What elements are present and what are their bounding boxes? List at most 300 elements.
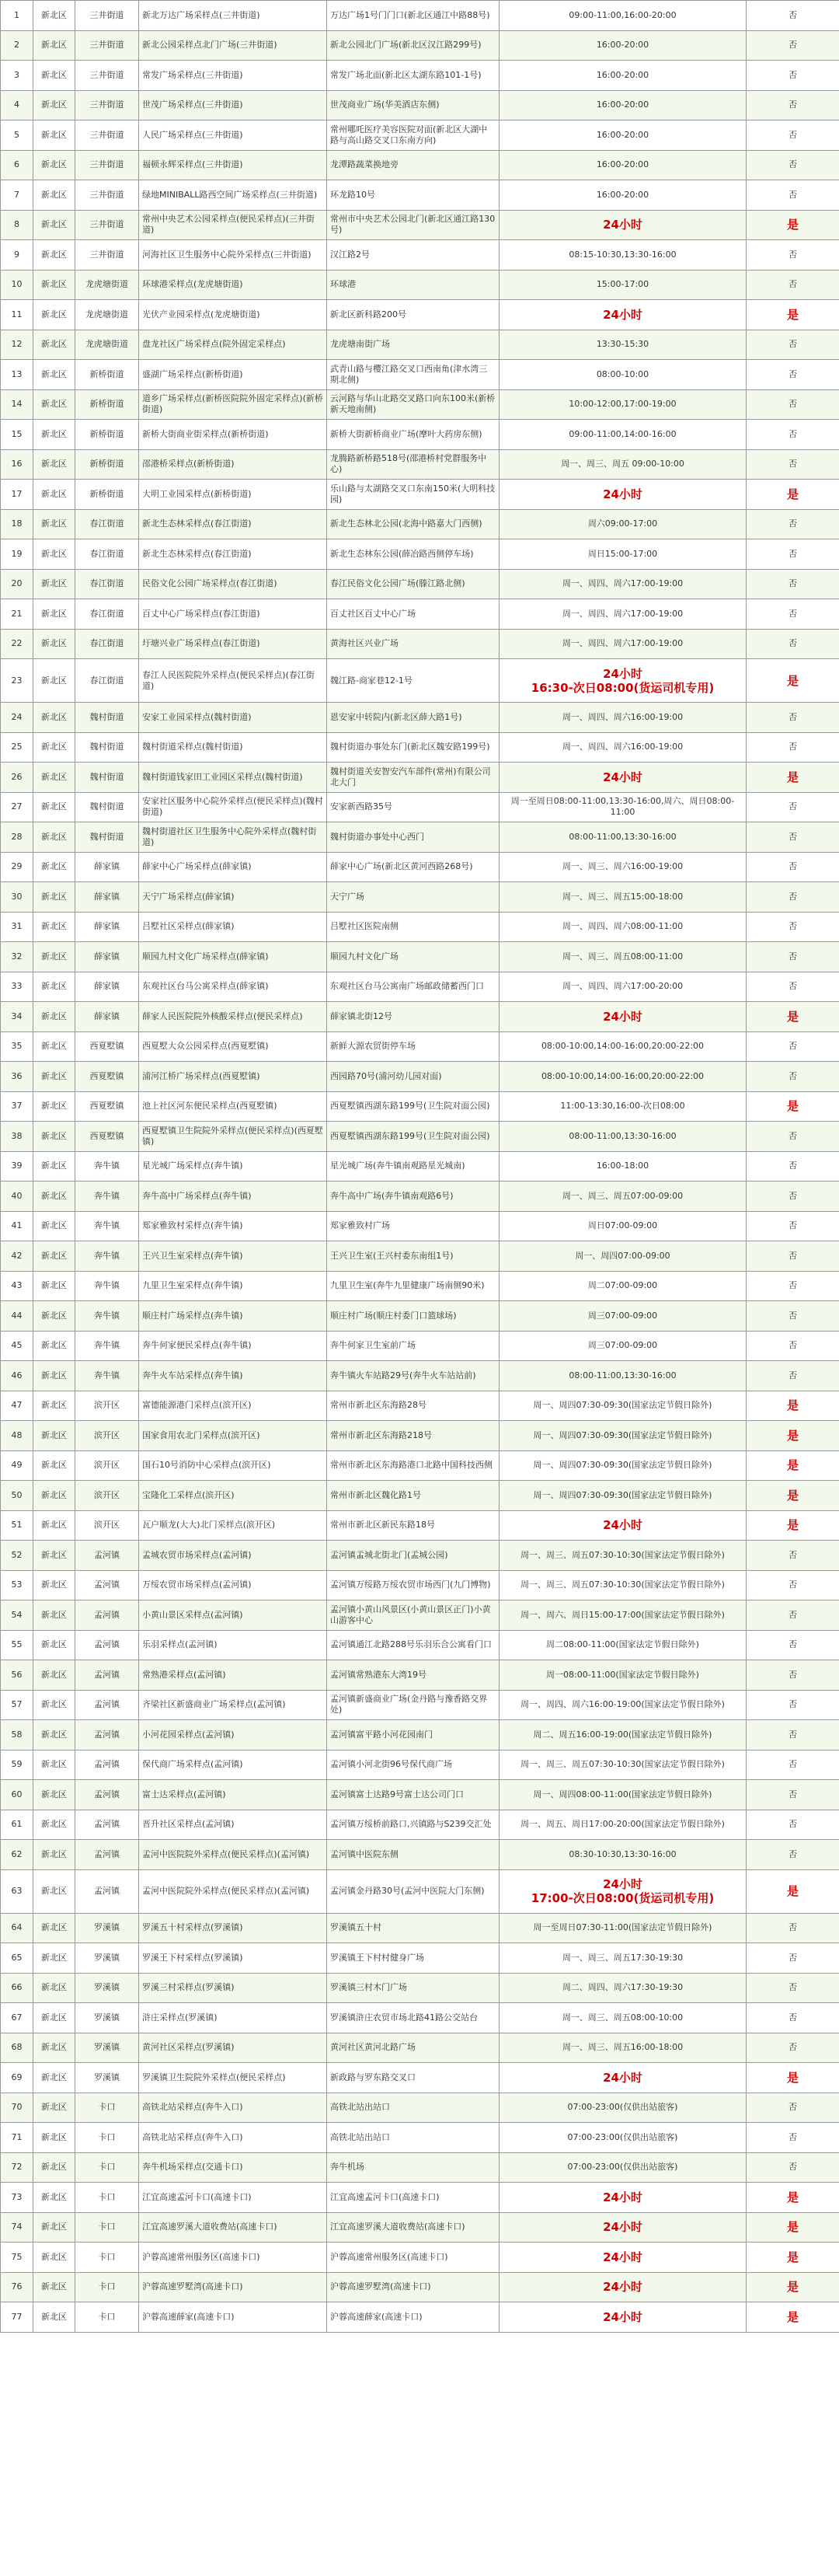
site-name-cell: 东观社区台马公寓采样点(薛家镇) xyxy=(139,972,327,1002)
table-row xyxy=(1,732,839,763)
district-cell: 新北区 xyxy=(33,1481,75,1511)
district-cell: 新北区 xyxy=(33,1600,75,1631)
site-name-cell: 奔牛高中广场采样点(奔牛镇) xyxy=(139,1182,327,1212)
table-row xyxy=(1,569,839,599)
row-number-cell: 3 xyxy=(1,61,33,91)
site-name-cell: 民俗文化公园广场采样点(春江街道) xyxy=(139,569,327,599)
site-name-cell: 小黄山景区采样点(孟河镇) xyxy=(139,1600,327,1631)
address-cell: 西园路70号(浦河幼儿园对面) xyxy=(327,1062,500,1092)
hours-cell: 08:00-11:00,13:30-16:00 xyxy=(500,1122,747,1152)
district-cell: 新北区 xyxy=(33,1973,75,2003)
district-cell: 新北区 xyxy=(33,659,75,703)
site-name-cell: 瓦户顺龙(大大)北门采样点(滨开区) xyxy=(139,1510,327,1541)
district-cell: 新北区 xyxy=(33,2183,75,2213)
street-cell: 三井街道 xyxy=(75,240,139,271)
site-name-cell: 西夏墅大众公园采样点(西夏墅镇) xyxy=(139,1031,327,1062)
is-24h-cell: 是 xyxy=(747,300,839,330)
district-cell: 新北区 xyxy=(33,449,75,480)
street-cell: 新桥街道 xyxy=(75,389,139,420)
district-cell: 新北区 xyxy=(33,1391,75,1421)
address-cell: 汉江路2号 xyxy=(327,240,500,271)
site-name-cell: 顺庄村广场采样点(奔牛镇) xyxy=(139,1301,327,1332)
site-name-cell: 河海社区卫生服务中心院外采样点(三井街道) xyxy=(139,240,327,271)
is-24h-cell: 否 xyxy=(747,90,839,120)
street-cell: 薛家镇 xyxy=(75,942,139,972)
is-24h-cell: 否 xyxy=(747,822,839,853)
hours-cell xyxy=(500,2063,747,2093)
street-cell: 魏村街道 xyxy=(75,792,139,822)
address-cell: 龙虎塘南街广场 xyxy=(327,330,500,360)
is-24h-cell: 是 xyxy=(747,2302,839,2333)
address-cell: 顺庄村广场(顺庄村委门口篮球场) xyxy=(327,1301,500,1332)
row-number-cell: 17 xyxy=(1,480,33,510)
address-cell: 奔牛高中广场(奔牛镇南观路6号) xyxy=(327,1182,500,1212)
address-cell: 新北生态林北公园(北海中路嘉大门西侧) xyxy=(327,509,500,539)
is-24h-cell: 是 xyxy=(747,2212,839,2243)
street-cell: 新桥街道 xyxy=(75,449,139,480)
district-cell: 新北区 xyxy=(33,1913,75,1943)
street-cell: 西夏墅镇 xyxy=(75,1091,139,1122)
address-cell: 奔牛何家卫生室前广场 xyxy=(327,1331,500,1361)
street-cell: 春江街道 xyxy=(75,659,139,703)
site-name-cell: 常发广场采样点(三井街道) xyxy=(139,61,327,91)
hours-cell: 周一、周三、周五17:30-19:30 xyxy=(500,1943,747,1974)
address-cell: 新桥大街新桥商业广场(摩叶大药房东侧) xyxy=(327,420,500,450)
hours-cell: 09:00-11:00,14:00-16:00 xyxy=(500,420,747,450)
district-cell: 新北区 xyxy=(33,1421,75,1451)
site-name-cell: 大明工业园采样点(新桥街道) xyxy=(139,480,327,510)
site-name-cell: 高铁北站采样点(奔牛入口) xyxy=(139,2093,327,2123)
street-cell: 新桥街道 xyxy=(75,360,139,390)
address-cell: 罗溪镇五十村 xyxy=(327,1913,500,1943)
row-number-cell: 39 xyxy=(1,1151,33,1182)
site-name-cell: 保代商广场采样点(孟河镇) xyxy=(139,1750,327,1780)
row-number-cell: 24 xyxy=(1,703,33,733)
is-24h-cell: 否 xyxy=(747,1031,839,1062)
row-number-cell: 67 xyxy=(1,2003,33,2033)
district-cell: 新北区 xyxy=(33,1943,75,1974)
street-cell: 滨开区 xyxy=(75,1391,139,1421)
table-row xyxy=(1,2212,839,2243)
is-24h-cell: 否 xyxy=(747,852,839,882)
district-cell: 新北区 xyxy=(33,629,75,659)
street-cell: 魏村街道 xyxy=(75,822,139,853)
row-number-cell: 54 xyxy=(1,1600,33,1631)
site-name-cell: 绿地MINIBALL路西空间广场采样点(三井街道) xyxy=(139,180,327,211)
street-cell: 滨开区 xyxy=(75,1450,139,1481)
address-cell: 魏村街道办事处中心西门 xyxy=(327,822,500,853)
district-cell: 新北区 xyxy=(33,792,75,822)
address-cell: 孟河镇富士达路9号富士达公司门口 xyxy=(327,1780,500,1810)
street-cell: 孟河镇 xyxy=(75,1660,139,1691)
hours-line: 24小时 xyxy=(603,218,642,232)
row-number-cell: 32 xyxy=(1,942,33,972)
hours-line: 24小时 xyxy=(603,2220,642,2235)
row-number-cell: 9 xyxy=(1,240,33,271)
is-24h-cell: 否 xyxy=(747,1062,839,1092)
address-cell: 薛家中心广场(新北区黄河西路268号) xyxy=(327,852,500,882)
site-name-cell: 顺园九村文化广场采样点(薛家镇) xyxy=(139,942,327,972)
row-number-cell: 69 xyxy=(1,2063,33,2093)
street-cell: 三井街道 xyxy=(75,150,139,180)
street-cell: 孟河镇 xyxy=(75,1630,139,1660)
street-cell: 新桥街道 xyxy=(75,480,139,510)
site-name-cell: 郑家雅致村采样点(奔牛镇) xyxy=(139,1211,327,1241)
table-row xyxy=(1,852,839,882)
table-row xyxy=(1,1660,839,1691)
is-24h-cell: 否 xyxy=(747,792,839,822)
hours-cell: 15:00-17:00 xyxy=(500,270,747,300)
site-name-cell: 西夏墅镇卫生院院外采样点(便民采样点)(西夏墅镇) xyxy=(139,1122,327,1152)
table-row xyxy=(1,180,839,211)
is-24h-cell: 否 xyxy=(747,599,839,630)
hours-cell: 周一、周四08:00-11:00(国家法定节假日除外) xyxy=(500,1780,747,1810)
district-cell: 新北区 xyxy=(33,1450,75,1481)
row-number-cell: 16 xyxy=(1,449,33,480)
table-row xyxy=(1,120,839,151)
address-cell: 新北生态林东公园(薛冶路西侧停车场) xyxy=(327,539,500,570)
hours-cell: 周一、周三、周六16:00-19:00 xyxy=(500,852,747,882)
district-cell: 新北区 xyxy=(33,942,75,972)
row-number-cell: 51 xyxy=(1,1510,33,1541)
district-cell: 新北区 xyxy=(33,330,75,360)
district-cell: 新北区 xyxy=(33,1570,75,1600)
table-row xyxy=(1,1002,839,1032)
street-cell: 卡口 xyxy=(75,2093,139,2123)
street-cell: 孟河镇 xyxy=(75,1690,139,1720)
is-24h-cell: 否 xyxy=(747,1660,839,1691)
street-cell: 孟河镇 xyxy=(75,1810,139,1840)
site-name-cell: 新北万达广场采样点(三井街道) xyxy=(139,1,327,31)
hours-line: 24小时 xyxy=(603,307,642,322)
table-row xyxy=(1,822,839,853)
table-row xyxy=(1,1913,839,1943)
hours-line: 24小时 xyxy=(603,1009,642,1024)
table-row xyxy=(1,2093,839,2123)
hours-cell xyxy=(500,2212,747,2243)
site-name-cell: 万绥农贸市场采样点(孟河镇) xyxy=(139,1570,327,1600)
row-number-cell: 38 xyxy=(1,1122,33,1152)
is-24h-cell: 否 xyxy=(747,2003,839,2033)
is-24h-cell: 是 xyxy=(747,2183,839,2213)
row-number-cell: 73 xyxy=(1,2183,33,2213)
row-number-cell: 64 xyxy=(1,1913,33,1943)
address-cell: 武青山路与樱江路交叉口西南角(津水湾三期北侧) xyxy=(327,360,500,390)
hours-cell: 周一、周四、周六17:00-20:00 xyxy=(500,972,747,1002)
hours-line: 24小时 xyxy=(603,770,642,784)
is-24h-cell: 是 xyxy=(747,2272,839,2302)
row-number-cell: 30 xyxy=(1,882,33,913)
address-cell: 安家新西路35号 xyxy=(327,792,500,822)
street-cell: 龙虎塘街道 xyxy=(75,270,139,300)
street-cell: 魏村街道 xyxy=(75,732,139,763)
site-name-cell: 江宜高速孟河卡口(高速卡口) xyxy=(139,2183,327,2213)
row-number-cell: 65 xyxy=(1,1943,33,1974)
street-cell: 三井街道 xyxy=(75,180,139,211)
address-cell: 龙潭路蔬菜换地旁 xyxy=(327,150,500,180)
row-number-cell: 33 xyxy=(1,972,33,1002)
street-cell: 薛家镇 xyxy=(75,972,139,1002)
hours-cell: 07:00-23:00(仅供出站旅客) xyxy=(500,2093,747,2123)
row-number-cell: 77 xyxy=(1,2302,33,2333)
address-cell: 新北区新科路200号 xyxy=(327,300,500,330)
hours-line: 24小时 xyxy=(603,2070,642,2085)
hours-cell: 周一、周四07:30-09:30(国家法定节假日除外) xyxy=(500,1421,747,1451)
address-cell: 乐山路与太湖路交叉口东南150米(大明科技园) xyxy=(327,480,500,510)
district-cell: 新北区 xyxy=(33,1361,75,1391)
district-cell: 新北区 xyxy=(33,480,75,510)
hours-cell: 16:00-20:00 xyxy=(500,180,747,211)
address-cell: 新政路与罗东路交叉口 xyxy=(327,2063,500,2093)
row-number-cell: 46 xyxy=(1,1361,33,1391)
is-24h-cell: 是 xyxy=(747,763,839,793)
address-cell: 孟河镇常熟港东大湾19号 xyxy=(327,1660,500,1691)
is-24h-cell: 否 xyxy=(747,2123,839,2153)
is-24h-cell: 是 xyxy=(747,2063,839,2093)
is-24h-cell: 否 xyxy=(747,449,839,480)
district-cell: 新北区 xyxy=(33,1780,75,1810)
is-24h-cell: 否 xyxy=(747,509,839,539)
row-number-cell: 66 xyxy=(1,1973,33,2003)
is-24h-cell: 否 xyxy=(747,1973,839,2003)
table-row xyxy=(1,1943,839,1974)
address-cell: 孟河镇孟城北街北门(孟城公园) xyxy=(327,1541,500,1571)
row-number-cell: 57 xyxy=(1,1690,33,1720)
table-row xyxy=(1,792,839,822)
street-cell: 罗溪镇 xyxy=(75,1943,139,1974)
hours-cell: 周一、周三、周五07:00-09:00 xyxy=(500,1182,747,1212)
hours-cell: 周一、周三、周五15:00-18:00 xyxy=(500,882,747,913)
hours-cell: 16:00-20:00 xyxy=(500,61,747,91)
district-cell: 新北区 xyxy=(33,852,75,882)
address-cell: 孟河镇小河北街96号保代商广场 xyxy=(327,1750,500,1780)
table-row xyxy=(1,420,839,450)
table-row xyxy=(1,1840,839,1870)
row-number-cell: 44 xyxy=(1,1301,33,1332)
row-number-cell: 27 xyxy=(1,792,33,822)
site-name-cell: 道乡广场采样点(新桥医院院外固定采样点)(新桥街道) xyxy=(139,389,327,420)
street-cell: 卡口 xyxy=(75,2272,139,2302)
street-cell: 三井街道 xyxy=(75,30,139,61)
street-cell: 春江街道 xyxy=(75,599,139,630)
address-cell: 星光城广场(奔牛镇南观路星光城南) xyxy=(327,1151,500,1182)
site-name-cell: 池上社区河东便民采样点(西夏墅镇) xyxy=(139,1091,327,1122)
is-24h-cell: 否 xyxy=(747,703,839,733)
table-row xyxy=(1,30,839,61)
row-number-cell: 58 xyxy=(1,1720,33,1750)
district-cell: 新北区 xyxy=(33,90,75,120)
address-cell: 罗溪镇浒庄农贸市场北路41路公交站台 xyxy=(327,2003,500,2033)
street-cell: 卡口 xyxy=(75,2243,139,2273)
hours-cell: 周一、周四、周六17:00-19:00 xyxy=(500,569,747,599)
address-cell: 沪蓉高速罗墅湾(高速卡口) xyxy=(327,2272,500,2302)
table-row xyxy=(1,1421,839,1451)
is-24h-cell: 否 xyxy=(747,1720,839,1750)
address-cell: 常州市新北区东海路港口北路中国科技西侧 xyxy=(327,1450,500,1481)
table-row xyxy=(1,1,839,31)
row-number-cell: 1 xyxy=(1,1,33,31)
hours-line: 17:00-次日08:00(货运司机专用) xyxy=(531,1891,715,1905)
table-row xyxy=(1,1062,839,1092)
street-cell: 卡口 xyxy=(75,2212,139,2243)
hours-cell: 周二07:00-09:00 xyxy=(500,1271,747,1301)
site-name-cell: 吕墅社区采样点(薛家镇) xyxy=(139,912,327,942)
site-name-cell: 星光城广场采样点(奔牛镇) xyxy=(139,1151,327,1182)
is-24h-cell: 否 xyxy=(747,1182,839,1212)
row-number-cell: 50 xyxy=(1,1481,33,1511)
street-cell: 西夏墅镇 xyxy=(75,1122,139,1152)
hours-cell: 周二、周四、周六17:30-19:30 xyxy=(500,1973,747,2003)
row-number-cell: 21 xyxy=(1,599,33,630)
row-number-cell: 48 xyxy=(1,1421,33,1451)
table-row xyxy=(1,1122,839,1152)
is-24h-cell: 否 xyxy=(747,1271,839,1301)
address-cell: 孟河镇万绥桥前路口,兴镇路与S239交汇处 xyxy=(327,1810,500,1840)
address-cell: 云河路与华山北路交叉路口向东100米(新桥新天地南侧) xyxy=(327,389,500,420)
row-number-cell: 76 xyxy=(1,2272,33,2302)
is-24h-cell: 否 xyxy=(747,942,839,972)
address-cell: 常州市新北区新民东路18号 xyxy=(327,1510,500,1541)
address-cell: 孟河镇通江北路288号乐羽乐合公寓看门口 xyxy=(327,1630,500,1660)
site-name-cell: 国石10号消防中心采样点(滨开区) xyxy=(139,1450,327,1481)
row-number-cell: 31 xyxy=(1,912,33,942)
site-name-cell: 薛家人民医院院外核酸采样点(便民采样点) xyxy=(139,1002,327,1032)
street-cell: 薛家镇 xyxy=(75,852,139,882)
table-row xyxy=(1,90,839,120)
street-cell: 罗溪镇 xyxy=(75,2063,139,2093)
district-cell: 新北区 xyxy=(33,2302,75,2333)
address-cell: 春江民俗文化公园广场(滕江路北侧) xyxy=(327,569,500,599)
site-name-cell: 沪蓉高速常州服务区(高速卡口) xyxy=(139,2243,327,2273)
district-cell: 新北区 xyxy=(33,2003,75,2033)
hours-cell: 10:00-12:00,17:00-19:00 xyxy=(500,389,747,420)
table-row xyxy=(1,1031,839,1062)
row-number-cell: 5 xyxy=(1,120,33,151)
table-row xyxy=(1,2123,839,2153)
table-row xyxy=(1,1630,839,1660)
row-number-cell: 10 xyxy=(1,270,33,300)
street-cell: 卡口 xyxy=(75,2183,139,2213)
site-name-cell: 沪蓉高速罗墅湾(高速卡口) xyxy=(139,2272,327,2302)
is-24h-cell: 是 xyxy=(747,1481,839,1511)
site-name-cell: 黄河社区采样点(罗溪镇) xyxy=(139,2033,327,2063)
hours-line: 24小时 xyxy=(603,2280,642,2295)
district-cell: 新北区 xyxy=(33,1002,75,1032)
table-row xyxy=(1,1211,839,1241)
table-row xyxy=(1,389,839,420)
table-row xyxy=(1,882,839,913)
address-cell: 恩安家中转院内(新北区薛大路1号) xyxy=(327,703,500,733)
address-cell: 沪蓉高速薛家(高速卡口) xyxy=(327,2302,500,2333)
table-row xyxy=(1,659,839,703)
address-cell: 常发广场北面(新北区太湖东路101-1号) xyxy=(327,61,500,91)
row-number-cell: 75 xyxy=(1,2243,33,2273)
hours-cell: 16:00-20:00 xyxy=(500,90,747,120)
is-24h-cell: 否 xyxy=(747,1630,839,1660)
table-row xyxy=(1,1241,839,1272)
row-number-cell: 61 xyxy=(1,1810,33,1840)
site-name-cell: 高铁北站采样点(奔牛入口) xyxy=(139,2123,327,2153)
site-name-cell: 环球港采样点(龙虎塘街道) xyxy=(139,270,327,300)
hours-cell: 周一、周四、周六17:00-19:00 xyxy=(500,599,747,630)
hours-cell xyxy=(500,300,747,330)
address-cell: 新北公园北门广场(新北区汉江路299号) xyxy=(327,30,500,61)
district-cell: 新北区 xyxy=(33,30,75,61)
table-row xyxy=(1,1720,839,1750)
site-name-cell: 春江人民医院院外采样点(便民采样点)(春江街道) xyxy=(139,659,327,703)
address-cell: 常州市新北区东海路218号 xyxy=(327,1421,500,1451)
table-row xyxy=(1,1780,839,1810)
hours-cell: 周一至周日07:30-11:00(国家法定节假日除外) xyxy=(500,1913,747,1943)
table-row xyxy=(1,2063,839,2093)
hours-cell: 13:30-15:30 xyxy=(500,330,747,360)
district-cell: 新北区 xyxy=(33,210,75,240)
street-cell: 孟河镇 xyxy=(75,1840,139,1870)
site-name-cell: 魏村街道采样点(魏村街道) xyxy=(139,732,327,763)
address-cell: 高铁北站出站口 xyxy=(327,2123,500,2153)
table-row xyxy=(1,61,839,91)
site-name-cell: 浒庄采样点(罗溪镇) xyxy=(139,2003,327,2033)
site-name-cell: 乐羽采样点(孟河镇) xyxy=(139,1630,327,1660)
table-row xyxy=(1,942,839,972)
district-cell: 新北区 xyxy=(33,2152,75,2183)
table-row xyxy=(1,2003,839,2033)
district-cell: 新北区 xyxy=(33,569,75,599)
hours-line: 24小时 xyxy=(603,1518,642,1533)
street-cell: 罗溪镇 xyxy=(75,2033,139,2063)
row-number-cell: 56 xyxy=(1,1660,33,1691)
row-number-cell: 59 xyxy=(1,1750,33,1780)
table-row xyxy=(1,300,839,330)
district-cell: 新北区 xyxy=(33,1331,75,1361)
district-cell: 新北区 xyxy=(33,1062,75,1092)
street-cell: 三井街道 xyxy=(75,1,139,31)
site-name-cell: 小河花园采样点(孟河镇) xyxy=(139,1720,327,1750)
street-cell: 孟河镇 xyxy=(75,1869,139,1913)
district-cell: 新北区 xyxy=(33,2123,75,2153)
district-cell: 新北区 xyxy=(33,1869,75,1913)
hours-cell: 周三07:00-09:00 xyxy=(500,1301,747,1332)
hours-cell xyxy=(500,763,747,793)
street-cell: 奔牛镇 xyxy=(75,1151,139,1182)
hours-cell xyxy=(500,2183,747,2213)
district-cell: 新北区 xyxy=(33,1660,75,1691)
is-24h-cell: 否 xyxy=(747,420,839,450)
is-24h-cell: 否 xyxy=(747,1600,839,1631)
hours-cell: 周一、周五、周日17:00-20:00(国家法定节假日除外) xyxy=(500,1810,747,1840)
row-number-cell: 14 xyxy=(1,389,33,420)
hours-cell: 08:00-10:00,14:00-16:00,20:00-22:00 xyxy=(500,1062,747,1092)
is-24h-cell: 否 xyxy=(747,150,839,180)
table-row xyxy=(1,1750,839,1780)
site-name-cell: 九里卫生室采样点(奔牛镇) xyxy=(139,1271,327,1301)
address-cell: 罗溪镇王下村村健身广场 xyxy=(327,1943,500,1974)
is-24h-cell: 否 xyxy=(747,180,839,211)
district-cell: 新北区 xyxy=(33,912,75,942)
row-number-cell: 11 xyxy=(1,300,33,330)
table-row xyxy=(1,1450,839,1481)
street-cell: 西夏墅镇 xyxy=(75,1031,139,1062)
address-cell: 魏江路-商家巷12-1号 xyxy=(327,659,500,703)
table-row xyxy=(1,210,839,240)
street-cell: 薛家镇 xyxy=(75,912,139,942)
site-name-cell: 盘龙社区广场采样点(院外固定采样点) xyxy=(139,330,327,360)
row-number-cell: 28 xyxy=(1,822,33,853)
site-name-cell: 奔牛何家便民采样点(奔牛镇) xyxy=(139,1331,327,1361)
row-number-cell: 22 xyxy=(1,629,33,659)
site-name-cell: 罗溪五十村采样点(罗溪镇) xyxy=(139,1913,327,1943)
row-number-cell: 74 xyxy=(1,2212,33,2243)
